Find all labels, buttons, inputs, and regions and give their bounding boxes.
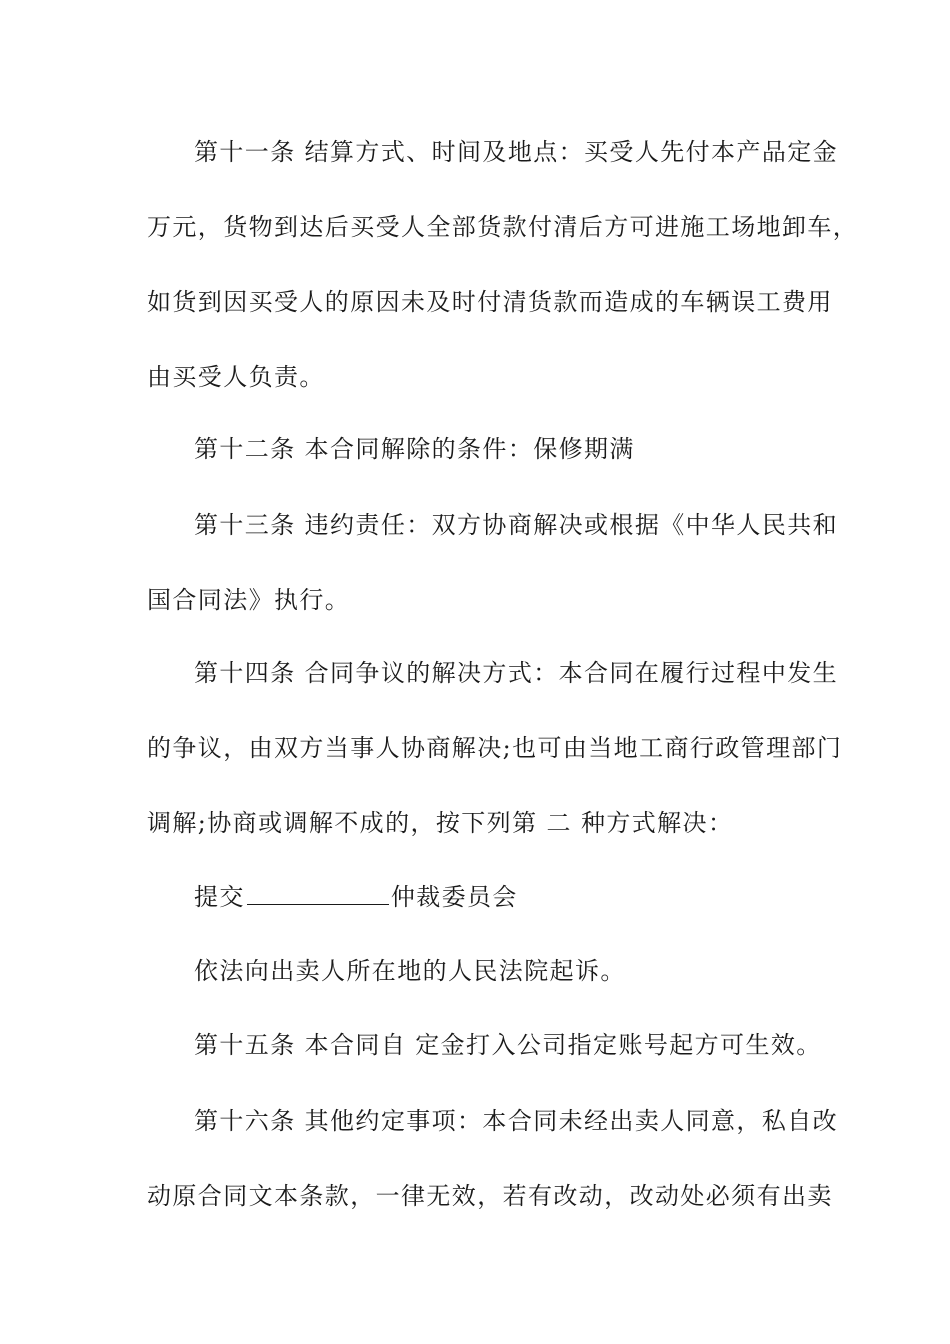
clause-11-line-3: 如货到因买受人的原因未及时付清货款而造成的车辆误工费用 [147,288,833,316]
arbitration-option [194,879,518,915]
clause-11-line-4: 由买受人负责。 [147,363,325,391]
clause-15-line-1: 第十五条 本合同自 定金打入公司指定账号起方可生效。 [194,1031,822,1059]
clause-14-line-1: 第十四条 合同争议的解决方式：本合同在履行过程中发生 [194,659,839,687]
clause-13-line-2: 国合同法》执行。 [147,586,351,614]
arbitration-suffix: 仲裁委员会 [390,883,518,911]
litigation-option: 依法向出卖人所在地的人民法院起诉。 [194,957,626,985]
clause-12-line-1: 第十二条 本合同解除的条件：保修期满 [194,435,635,463]
clause-14-line-2: 的争议，由双方当事人协商解决;也可由当地工商行政管理部门 [147,734,843,762]
clause-13-line-1: 第十三条 违约责任：双方协商解决或根据《中华人民共和 [194,511,839,539]
arbitration-prefix: 提交 [194,883,245,911]
clause-16-line-1: 第十六条 其他约定事项：本合同未经出卖人同意，私自改 [194,1107,839,1135]
clause-14-line-3: 调解;协商或调解不成的，按下列第 二 种方式解决： [147,809,734,837]
arbitration-blank-field [247,880,389,905]
clause-16-line-2: 动原合同文本条款，一律无效，若有改动，改动处必须有出卖 [147,1182,833,1210]
clause-11-line-1: 第十一条 结算方式、时间及地点：买受人先付本产品定金 [194,138,839,166]
clause-11-line-2: 万元，货物到达后买受人全部货款付清后方可进施工场地卸车， [147,213,859,241]
